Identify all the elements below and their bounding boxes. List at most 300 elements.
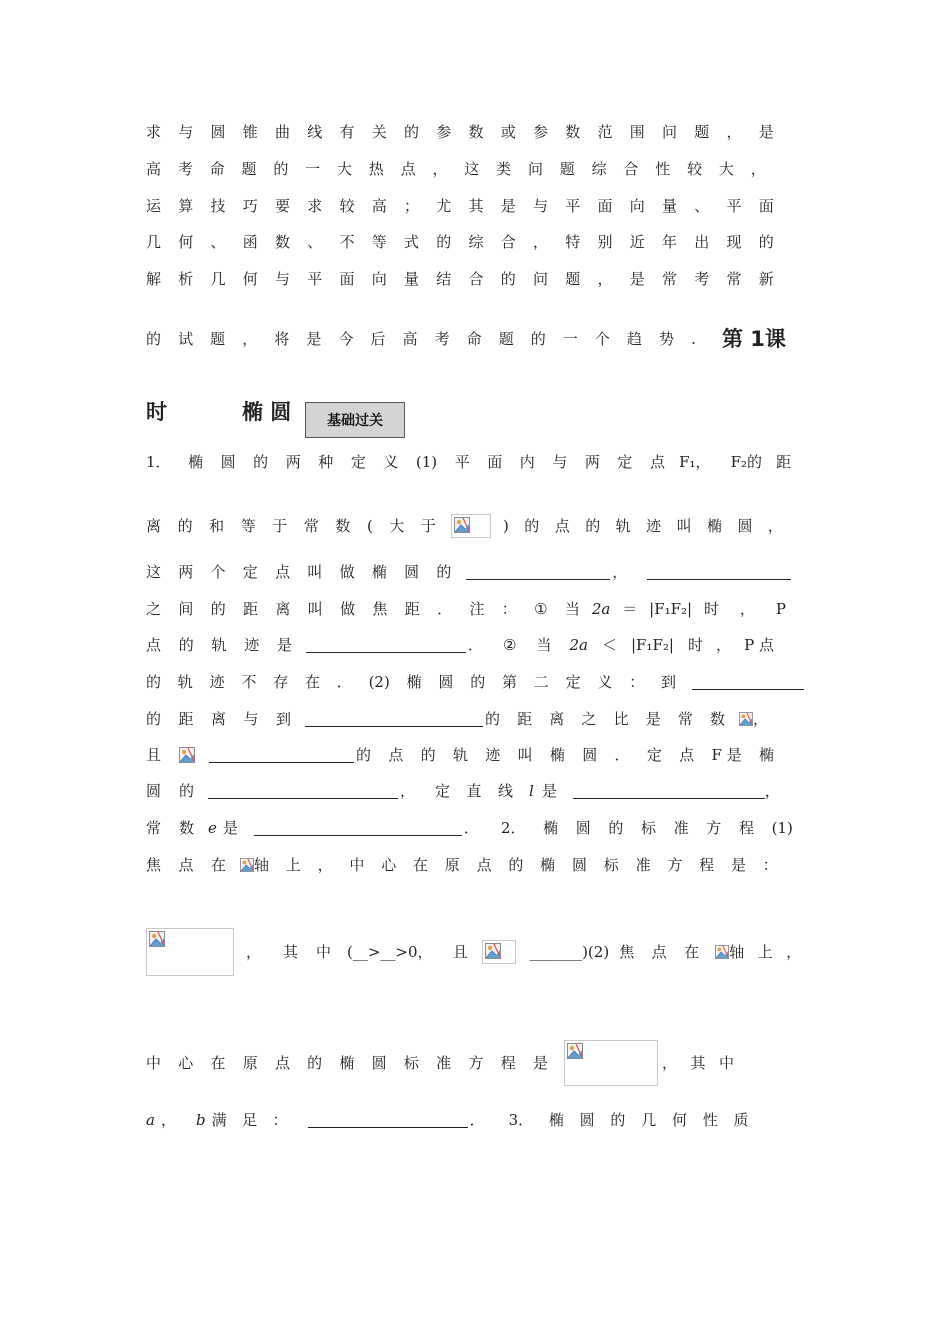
text-char: 叫 xyxy=(307,600,323,618)
text-char: 其 xyxy=(468,197,484,215)
text-char: 二 xyxy=(533,673,549,691)
text-char: ( xyxy=(366,517,373,535)
text-char: 等 xyxy=(240,517,256,535)
text-char: 的 xyxy=(608,819,624,837)
text-char: 在 xyxy=(684,943,700,961)
text-char: 离 xyxy=(549,710,565,728)
var-a: a xyxy=(146,1111,155,1129)
text-char: ， xyxy=(432,160,448,178)
text-char: 点 xyxy=(146,636,162,654)
text-char: 锥 xyxy=(242,123,258,141)
text-char: 的 xyxy=(177,517,193,535)
text-char: 常 xyxy=(677,710,693,728)
text-char: 距 xyxy=(517,710,533,728)
text-char: 定 xyxy=(565,673,581,691)
text-char: 是 xyxy=(645,710,661,728)
text-char: 特 xyxy=(565,233,581,251)
text-char: ， xyxy=(726,123,742,141)
text-char: 合 xyxy=(500,233,516,251)
text-char: 点 xyxy=(388,746,404,764)
text-char: 题 xyxy=(559,160,575,178)
text-char: 点 xyxy=(400,160,416,178)
text-char: 直 xyxy=(466,782,482,800)
text-char: 圆 xyxy=(579,1111,595,1129)
text-char: 、 xyxy=(210,233,226,251)
text-char: 圆 xyxy=(571,856,587,874)
less-than: ＜ xyxy=(601,636,617,654)
text-char: 求 xyxy=(307,197,323,215)
text-char: 椭 xyxy=(540,856,556,874)
text-char: 定 xyxy=(617,453,633,471)
circled-two: ② xyxy=(503,636,517,654)
text-char: 点 xyxy=(679,746,695,764)
text-char: 命 xyxy=(466,330,482,348)
text-char: 尤 xyxy=(436,197,452,215)
text-char: 点 xyxy=(178,856,194,874)
text-char: 中 xyxy=(146,1054,162,1072)
abs-f1f2: |F₁F₂| xyxy=(649,600,693,618)
body-line-9 xyxy=(146,781,786,801)
text-char: 圆 xyxy=(582,746,598,764)
text-char: 数 xyxy=(178,819,194,837)
text-char: ． xyxy=(437,600,453,618)
text-char: 常 xyxy=(726,270,742,288)
comma: ， xyxy=(400,782,416,800)
text-char: 近 xyxy=(629,233,645,251)
text-char: 程 xyxy=(738,819,754,837)
text-char: 技 xyxy=(210,197,226,215)
text-char: 标 xyxy=(603,856,619,874)
text-char: 椭 xyxy=(758,746,774,764)
text-char: 、 xyxy=(307,233,323,251)
broken-image-icon xyxy=(482,940,516,964)
text-char: P xyxy=(775,600,786,618)
text-char: 上 xyxy=(285,856,301,874)
text-char: 是 xyxy=(276,636,292,654)
text-char: 方 xyxy=(667,856,683,874)
text-char: . xyxy=(691,330,696,348)
text-char: 质 xyxy=(733,1111,749,1129)
text-char: 轨 xyxy=(211,636,227,654)
text-char: 围 xyxy=(629,123,645,141)
fill-blank[interactable] xyxy=(305,712,483,727)
body-line-13 xyxy=(146,1040,746,1086)
text-char: 椭 xyxy=(707,517,723,535)
text-char: 在 xyxy=(304,673,320,691)
text-char: 一 xyxy=(562,330,578,348)
text-char: 定 xyxy=(435,782,451,800)
text-char: 的 xyxy=(146,330,162,348)
fill-blank[interactable] xyxy=(254,821,462,836)
text-char: 解 xyxy=(146,270,162,288)
text-char: 巧 xyxy=(242,197,258,215)
text-char: 题 xyxy=(694,123,710,141)
text-char: 面 xyxy=(758,197,774,215)
text-char: 点 xyxy=(554,517,570,535)
focus-f1: F₁， xyxy=(679,453,711,471)
text-char: ， xyxy=(597,270,613,288)
text-char: 面 xyxy=(487,453,503,471)
text-char: 和 xyxy=(209,517,225,535)
text-char: 其 xyxy=(690,1054,706,1072)
text-char: 心 xyxy=(381,856,397,874)
text-char: 距 xyxy=(243,600,259,618)
text-char: 几 xyxy=(641,1111,657,1129)
text-char: 要 xyxy=(275,197,291,215)
text-char: 的 xyxy=(178,782,194,800)
text-char: ， xyxy=(767,517,783,535)
text-char: 比 xyxy=(613,710,629,728)
text-char: 函 xyxy=(242,233,258,251)
text-char: 是 xyxy=(758,123,774,141)
text-char: P 点 xyxy=(744,636,774,654)
var-e: e xyxy=(208,819,217,837)
period: ． xyxy=(463,819,479,837)
text-char: 中 xyxy=(316,943,332,961)
text-char: 的 xyxy=(146,710,162,728)
text-char: 试 xyxy=(178,330,194,348)
text-char: 义 xyxy=(597,673,613,691)
section-button-basics[interactable]: 基础过关 xyxy=(305,402,405,438)
text-char: ① xyxy=(534,600,548,618)
text-char: 线 xyxy=(307,123,323,141)
text-char: 内 xyxy=(519,453,535,471)
fill-blank[interactable] xyxy=(647,565,791,580)
text-char: 新 xyxy=(758,270,774,288)
text-char: 于 xyxy=(420,517,436,535)
text-char: 原 xyxy=(242,1054,258,1072)
text-char: 曲 xyxy=(275,123,291,141)
text-char: 量 xyxy=(404,270,420,288)
text-char: 椭 xyxy=(339,1054,355,1072)
text-char: 这 xyxy=(464,160,480,178)
text-char: 平 xyxy=(454,453,470,471)
text-char: 个 xyxy=(594,330,610,348)
text-char: 原 xyxy=(444,856,460,874)
text-char: 不 xyxy=(241,673,257,691)
text-char: 几 xyxy=(210,270,226,288)
text-char: 在 xyxy=(210,1054,226,1072)
text-char: 两 xyxy=(178,563,194,581)
text-char: 不 xyxy=(339,233,355,251)
broken-image-icon xyxy=(451,514,491,538)
text-char: 间 xyxy=(178,600,194,618)
text-end: 距 xyxy=(775,453,791,471)
text-char: 参 xyxy=(436,123,452,141)
text-char: 题 xyxy=(498,330,514,348)
text-char: 定 xyxy=(242,563,258,581)
text-char: 与 xyxy=(243,710,259,728)
text-char: 将 xyxy=(274,330,290,348)
text-is: 是 xyxy=(222,819,238,837)
text-char: 考 xyxy=(434,330,450,348)
comma: ， xyxy=(753,710,769,728)
text-char: 轨 xyxy=(452,746,468,764)
text-char: 结 xyxy=(436,270,452,288)
text-char: (1) xyxy=(415,453,438,471)
text-char: 方 xyxy=(706,819,722,837)
text-char: 的 xyxy=(758,233,774,251)
text-char: 是 xyxy=(532,1054,548,1072)
text-char: 平 xyxy=(565,197,581,215)
text-char: 圆 xyxy=(146,782,162,800)
text-char: 线 xyxy=(497,782,513,800)
text-char: 其 xyxy=(283,943,299,961)
text-char: 之 xyxy=(146,600,162,618)
text-char: 命 xyxy=(209,160,225,178)
text-char: 是 xyxy=(629,270,645,288)
text-char: 趋 xyxy=(626,330,642,348)
text-char: 常 xyxy=(303,517,319,535)
broken-image-icon xyxy=(739,712,753,726)
abs-f1f2: |F₁F₂| xyxy=(631,636,674,654)
text-char: 定 xyxy=(646,746,662,764)
text-char: 存 xyxy=(273,673,289,691)
text-and: 且 xyxy=(452,943,468,961)
body-line-7 xyxy=(146,709,786,729)
text-char: 距 xyxy=(404,600,420,618)
text-char: 与 xyxy=(552,453,568,471)
text-char: 题 xyxy=(241,160,257,178)
text-char: 平 xyxy=(726,197,742,215)
blank-tail-text: _______)(2) xyxy=(529,943,610,961)
text-char: 圆 xyxy=(737,517,753,535)
text-char: 别 xyxy=(597,233,613,251)
fill-blank[interactable] xyxy=(573,784,765,799)
text-char: 量 xyxy=(662,197,678,215)
text-char: 1． xyxy=(146,453,171,471)
text-char: 问 xyxy=(533,270,549,288)
text-char: 准 xyxy=(436,1054,452,1072)
text-char: 平 xyxy=(307,270,323,288)
text-char: 轴 xyxy=(729,943,745,961)
text-char: 数 xyxy=(275,233,291,251)
text-char: ， xyxy=(533,233,549,251)
text-char: ： xyxy=(501,600,517,618)
text-char: 叫 xyxy=(676,517,692,535)
text-char: 何 xyxy=(671,1111,687,1129)
intro-line-4 xyxy=(146,232,774,252)
text-char: 与 xyxy=(275,270,291,288)
text-char: 满 xyxy=(211,1111,227,1129)
focus-f2: F₂的 xyxy=(730,453,762,471)
text-char: 的 xyxy=(530,330,546,348)
text-char: 问 xyxy=(662,123,678,141)
text-char: 注 xyxy=(469,600,485,618)
text-char: 题 xyxy=(210,330,226,348)
body-line-12 xyxy=(146,928,816,976)
text-char: 轴 xyxy=(254,856,270,874)
text-char: 是 xyxy=(500,197,516,215)
text-char: 数 xyxy=(468,123,484,141)
lesson-title: 椭 圆 xyxy=(242,400,292,424)
text-char: 后 xyxy=(370,330,386,348)
text-char: 大 xyxy=(336,160,352,178)
body-line-8 xyxy=(146,745,776,765)
text-char: 迹 xyxy=(209,673,225,691)
var-b: b xyxy=(195,1111,206,1129)
text-char: 的 xyxy=(420,746,436,764)
text-char: 圆 xyxy=(210,123,226,141)
text-char: 迹 xyxy=(485,746,501,764)
text-char: 的 xyxy=(500,270,516,288)
fill-blank[interactable] xyxy=(692,675,804,690)
text-char: 圆 xyxy=(371,1054,387,1072)
body-line-14 xyxy=(146,1110,766,1130)
text-char: 之 xyxy=(581,710,597,728)
text-char: 3． xyxy=(508,1111,534,1129)
text-char: 类 xyxy=(496,160,512,178)
text-char: 两 xyxy=(584,453,600,471)
text-char: 题 xyxy=(565,270,581,288)
text-char: 种 xyxy=(318,453,334,471)
text-char: 关 xyxy=(371,123,387,141)
text-char: 时 xyxy=(703,600,719,618)
fill-blank[interactable] xyxy=(306,638,466,653)
text-char: 等 xyxy=(371,233,387,251)
text-char: 椭 xyxy=(371,563,387,581)
text-char: 范 xyxy=(597,123,613,141)
text-char: 的 xyxy=(253,453,269,471)
text-char: ： xyxy=(272,1111,288,1129)
text-char: ； xyxy=(404,197,420,215)
text-char: ， xyxy=(662,1054,678,1072)
text-char: 心 xyxy=(178,1054,194,1072)
fill-blank[interactable] xyxy=(308,1113,468,1128)
text-char: 标 xyxy=(641,819,657,837)
text-char: 离 xyxy=(210,710,226,728)
text-char: 程 xyxy=(699,856,715,874)
text-char: 何 xyxy=(178,233,194,251)
text-char: 焦 xyxy=(372,600,388,618)
text-char: 、 xyxy=(694,197,710,215)
text-char: 圆 xyxy=(438,673,454,691)
text-char: ． xyxy=(336,673,352,691)
text-char: 合 xyxy=(623,160,639,178)
text-char: 求 xyxy=(146,123,162,141)
text-char: 义 xyxy=(383,453,399,471)
comma: ， xyxy=(160,1111,176,1129)
fill-blank[interactable] xyxy=(209,748,354,763)
text-char: 焦 xyxy=(146,856,162,874)
text-char: 性 xyxy=(655,160,671,178)
text-char: 常 xyxy=(662,270,678,288)
broken-image-icon xyxy=(715,945,729,959)
text-char: 程 xyxy=(500,1054,516,1072)
text-char: 轨 xyxy=(177,673,193,691)
text-char: ： xyxy=(762,856,778,874)
text-char: 的 xyxy=(356,746,372,764)
text-char: 到 xyxy=(275,710,291,728)
text-char: 向 xyxy=(629,197,645,215)
text-char: 标 xyxy=(403,1054,419,1072)
text-char: ， xyxy=(242,330,258,348)
body-line-4 xyxy=(146,599,786,619)
text-char: (2) xyxy=(368,673,390,691)
text-char: 方 xyxy=(468,1054,484,1072)
text-when: 当 xyxy=(536,636,552,654)
text-char: 的 xyxy=(436,563,452,581)
text-char: 大 xyxy=(389,517,405,535)
intro-line-3 xyxy=(146,196,774,216)
text-char: 较 xyxy=(687,160,703,178)
text-char: 轨 xyxy=(615,517,631,535)
text-char: 高 xyxy=(371,197,387,215)
broken-image-icon xyxy=(564,1040,658,1086)
var-l: l xyxy=(529,782,534,800)
text-char: 合 xyxy=(468,270,484,288)
text-char: 面 xyxy=(339,270,355,288)
text-char: 何 xyxy=(242,270,258,288)
text-char: F 是 xyxy=(711,746,742,764)
text-char: 焦 xyxy=(619,943,635,961)
text-char: 2． xyxy=(500,819,526,837)
text-char: 综 xyxy=(468,233,484,251)
text-char: 做 xyxy=(339,563,355,581)
comma: ， xyxy=(764,782,780,800)
body-line-10 xyxy=(146,818,796,838)
fill-blank[interactable] xyxy=(466,565,610,580)
text-char: 这 xyxy=(146,563,162,581)
text-char: ， xyxy=(750,160,766,178)
text-char: 离 xyxy=(146,517,162,535)
equals-sign: ＝ xyxy=(622,600,638,618)
text-char: 向 xyxy=(371,270,387,288)
text-char: ， xyxy=(739,600,755,618)
text-char: 时 xyxy=(687,636,703,654)
text-char: 是 xyxy=(730,856,746,874)
text-char: 的 xyxy=(610,1111,626,1129)
text-char: 在 xyxy=(210,856,226,874)
text-char: 距 xyxy=(178,710,194,728)
text-char: 叫 xyxy=(517,746,533,764)
comma: ， xyxy=(612,563,628,581)
text-char: 出 xyxy=(694,233,710,251)
text-char: 个 xyxy=(210,563,226,581)
intro-line-6 xyxy=(146,329,796,349)
text-char: 叫 xyxy=(307,563,323,581)
text-char: 的 xyxy=(273,160,289,178)
var-2a: 2a xyxy=(591,600,611,618)
body-line-1 xyxy=(146,452,791,472)
text-char: 的 xyxy=(178,636,194,654)
text-char: 中 xyxy=(349,856,365,874)
broken-image-icon xyxy=(177,747,197,763)
text-char: 的 xyxy=(210,600,226,618)
intro-line-5 xyxy=(146,269,774,289)
lesson-heading-part-a: 第 1课 xyxy=(722,327,786,351)
body-line-3 xyxy=(146,562,791,582)
text-char: 或 xyxy=(500,123,516,141)
text-char: 上 xyxy=(757,943,773,961)
text-char: 问 xyxy=(527,160,543,178)
text-char: 做 xyxy=(340,600,356,618)
text-char: 圆 xyxy=(575,819,591,837)
text-char: 现 xyxy=(726,233,742,251)
text-char: 椭 xyxy=(543,819,559,837)
text-char: 考 xyxy=(177,160,193,178)
text-char: ， xyxy=(317,856,333,874)
text-char: 的 xyxy=(307,1054,323,1072)
text-char: 两 xyxy=(285,453,301,471)
text-char: (1) xyxy=(771,819,793,837)
condition-text: (__>__>0， xyxy=(347,943,433,961)
text-char: 势 xyxy=(659,330,675,348)
body-line-11 xyxy=(146,855,786,875)
text-char: 第 xyxy=(502,673,518,691)
fill-blank[interactable] xyxy=(208,784,398,799)
text-char: 高 xyxy=(146,160,162,178)
